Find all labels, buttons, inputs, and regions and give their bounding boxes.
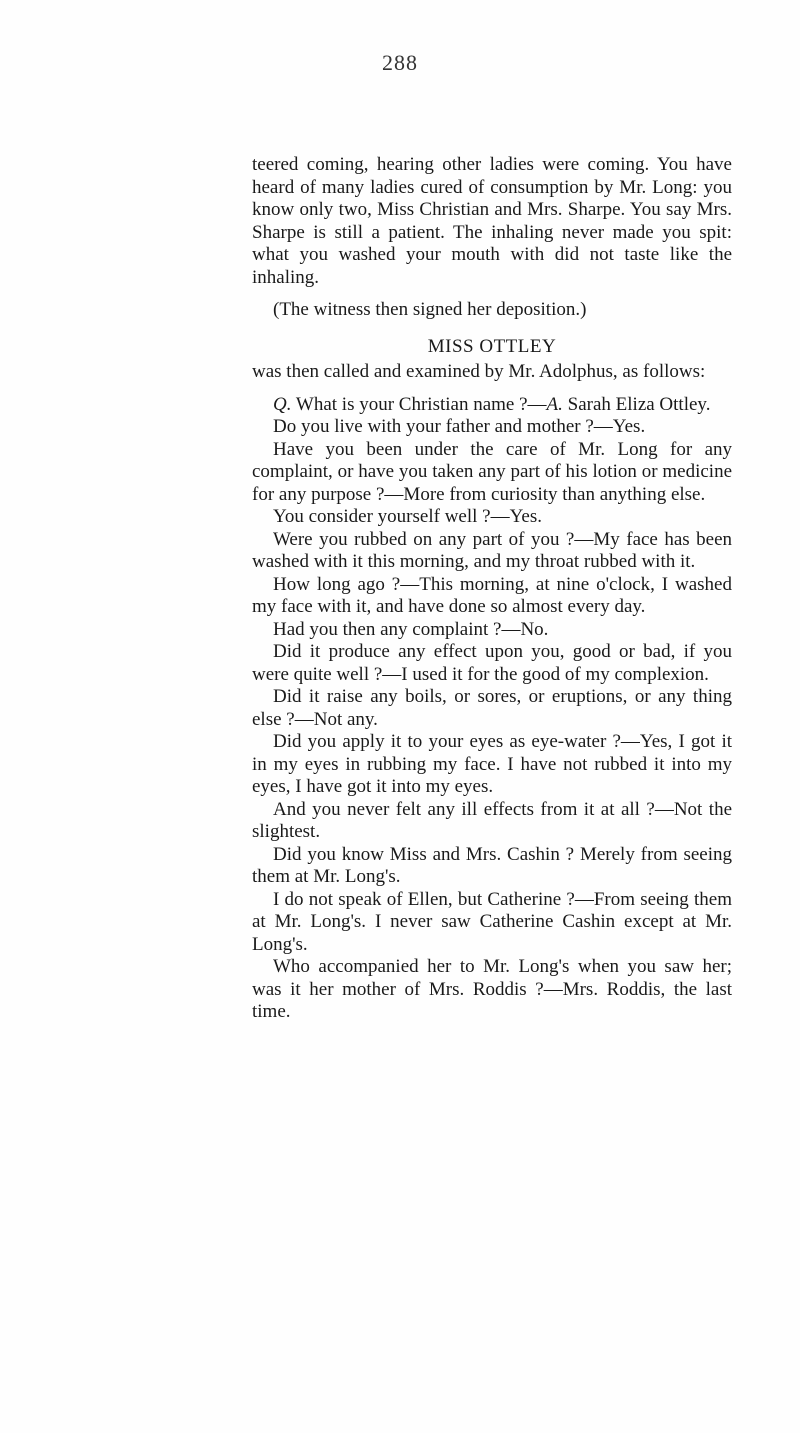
examination-line: Did it raise any boils, or sores, or eruptions, or any thing else ?—Not any.	[252, 686, 732, 730]
question-label: Q.	[273, 393, 292, 415]
witness-intro: was then called and examined by Mr. Adolphus, as follows:	[252, 361, 706, 382]
answer-text: Sarah Eliza Ottley.	[562, 393, 711, 415]
examination-line: Who accompanied her to Mr. Long's when you saw her; was it her mother of Mrs. Roddis ?—Mrs. Roddis, the last time.	[252, 956, 732, 1022]
examination-line: And you never felt any ill effects from it at all ?—Not the slightest.	[252, 798, 732, 842]
examination-line: Were you rubbed on any part of you ?—My face has been washed with it this morning, and my throat rubbed with it.	[252, 528, 732, 572]
deposition-note: (The witness then signed her deposition.)	[273, 299, 587, 320]
examination-line: Have you been under the care of Mr. Long for any complaint, or have you taken any part of his lotion or medicine for any purpose ?—More from curiosity than anything else.	[252, 438, 732, 505]
examination-line: Had you then any complaint ?—No.	[273, 618, 549, 640]
page-number: 288	[382, 50, 418, 75]
paragraph-continuation: teered coming, hearing other ladies were coming. You have heard of many ladies cured of consumption by Mr. Long: you know only two, Miss Christian and Mrs. Sharpe. You say Mrs. Sharpe is still a patient. The inhaling never made you spit: what you washed your mouth with did not taste like the inhaling.	[252, 154, 732, 288]
witness-heading: MISS OTTLEY	[427, 335, 557, 357]
examination-line: Did you know Miss and Mrs. Cashin ? Merely from seeing them at Mr. Long's.	[252, 843, 732, 887]
examination-line: Do you live with your father and mother ?—Yes.	[273, 416, 646, 437]
body-text	[252, 154, 732, 1024]
examination-line: Did it produce any effect upon you, good or bad, if you were quite well ?—I used it for the good of my complexion.	[252, 641, 732, 685]
examination-line: You consider yourself well ?—Yes.	[273, 506, 542, 527]
question-text: What is your Christian name ?—	[291, 393, 547, 415]
examination-line: How long ago ?—This morning, at nine o'clock, I washed my face with it, and have done so almost every day.	[252, 573, 732, 617]
examination-line	[252, 394, 732, 417]
answer-label: A.	[546, 393, 563, 415]
examination-line: Did you apply it to your eyes as eye-water ?—Yes, I got it in my eyes in rubbing my face. I have not rubbed it into my eyes, I have got it into my eyes.	[252, 731, 732, 797]
examination-line: I do not speak of Ellen, but Catherine ?—From seeing them at Mr. Long's. I never saw Catherine Cashin except at Mr. Long's.	[252, 888, 732, 955]
